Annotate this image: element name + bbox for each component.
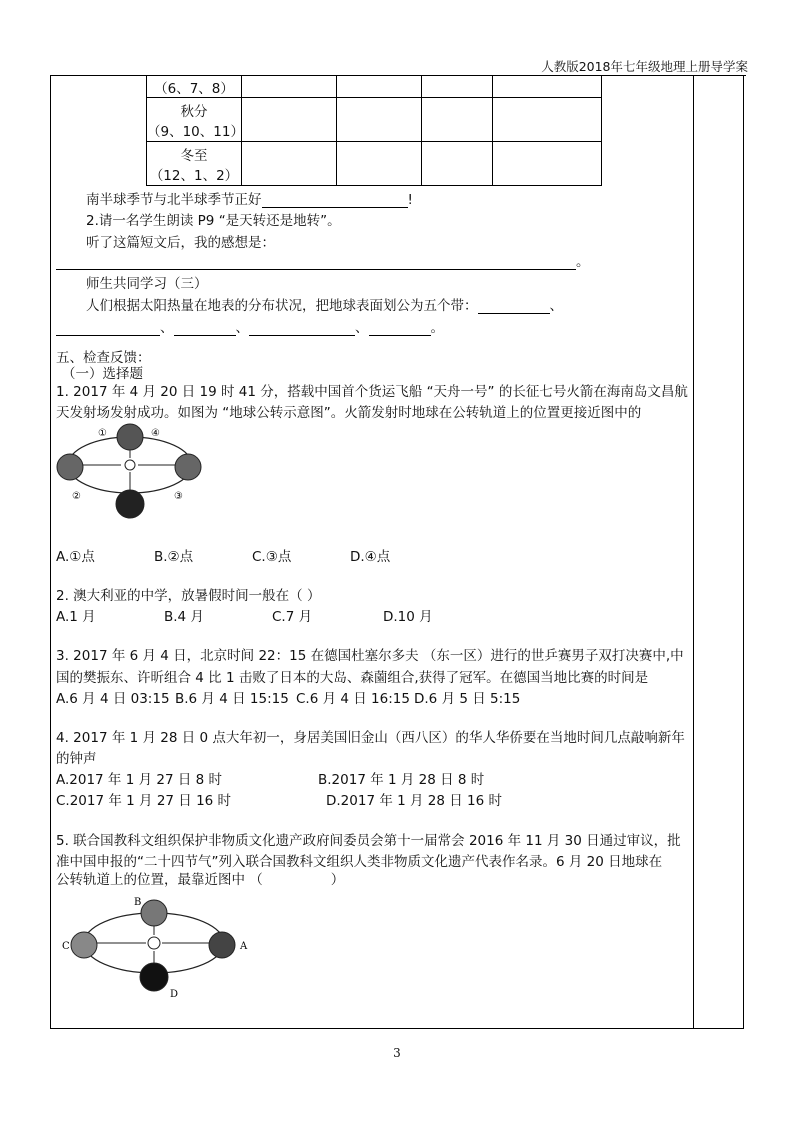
q2-stem: 2. 澳大利亚的中学，放暑假时间一般在（ ） [56,588,321,604]
q1-option-d[interactable]: D.④点 [350,549,391,565]
column-divider [743,75,744,1029]
table-cell [422,98,493,142]
q1-stem-line1: 1. 2017 年 4 月 20 日 19 时 41 分，搭载中国首个货运飞船 “天舟一号” 的长征七号火箭在海南岛文昌航 [56,384,688,400]
orbit-label: ③ [174,491,183,502]
orbit-label: D [170,989,179,1000]
earth-icon [116,490,144,518]
orbit-label: C [62,941,70,952]
orbit-label: A [240,941,248,952]
table-cell [337,76,422,98]
sun-icon [125,460,135,470]
earth-icon [57,454,83,480]
table-row [147,98,602,142]
zones-line: 人们根据太阳热量在地表的分布状况，把地球表面划公为五个带： 、 [86,298,563,314]
earth-icon [141,900,167,926]
sun-icon [148,937,160,949]
q1-option-a[interactable]: A.①点 [56,549,95,565]
table-row [147,76,602,98]
table-cell [493,142,602,186]
feel-answer-line: 。 [56,250,590,270]
table-cell [242,98,337,142]
q3-stem-line2: 国的樊振东、许昕组合 4 比 1 击败了日本的大岛、森薗组合,获得了冠军。在德国当地比赛的时间是 [56,670,649,686]
hemisphere-line: 南半球季节与北半球季节正好 ! [86,192,413,208]
answer-blank[interactable] [56,319,160,336]
season-table [146,75,602,186]
orbit-label: ④ [151,428,160,439]
orbit-label: ② [72,491,81,502]
table-cell [242,142,337,186]
q2-option-a[interactable]: A.1 月 [56,609,96,625]
answer-blank[interactable] [262,191,408,208]
table-cell [422,142,493,186]
answer-blank[interactable] [249,319,355,336]
table-cell: 冬至 （12、1、2） [147,142,242,186]
earth-icon [209,932,235,958]
table-cell [337,142,422,186]
earth-icon [140,963,168,991]
table-row [147,142,602,186]
answer-blank[interactable] [369,319,431,336]
answer-space[interactable] [263,872,331,888]
q5-stem-line3: 公转轨道上的位置，最靠近图中 （ ） [56,872,345,888]
q4-stem-line1: 4. 2017 年 1 月 28 日 0 点大年初一，身居美国旧金山（西八区）的华人华侨要在当地时间几点敲响新年 [56,730,685,746]
q2-option-d[interactable]: D.10 月 [383,609,433,625]
q2-option-c[interactable]: C.7 月 [272,609,313,625]
q3-stem-line1: 3. 2017 年 6 月 4 日，北京时间 22：15 在德国杜塞尔多夫 （东一区）进行的世乒赛男子双打决赛中,中 [56,648,684,664]
read-instruction: 2.请一名学生朗读 P9 “是天转还是地转”。 [86,213,341,229]
q3-option-b[interactable]: B.6 月 4 日 15:15 [175,691,289,707]
orbit-label: ① [98,428,107,439]
earth-icon [175,454,201,480]
earth-orbit-diagram-q5 [58,893,254,1003]
q5-stem-line2: 准中国申报的“二十四节气”列入联合国教科文组织人类非物质文化遗产代表作名录。6 月 20 日地球在 [56,854,663,870]
orbit-label: B [134,897,142,908]
q1-option-c[interactable]: C.③点 [252,549,292,565]
answer-blank[interactable] [56,253,576,270]
earth-icon [71,932,97,958]
q4-option-a[interactable]: A.2017 年 1 月 27 日 8 时 [56,772,223,788]
q3-option-c[interactable]: C.6 月 4 日 16:15 [296,691,410,707]
q3-option-d[interactable]: D.6 月 5 日 5:15 [414,691,521,707]
table-cell [337,98,422,142]
feel-prompt: 听了这篇短文后，我的感想是： [86,235,275,251]
q5-stem-line1: 5. 联合国教科文组织保护非物质文化遗产政府间委员会第十一届常会 2016 年 11 月 30 日通过审议，批 [56,833,681,849]
q1-option-b[interactable]: B.②点 [154,549,194,565]
earth-icon [117,424,143,450]
q1-stem-line2: 天发射场发射成功。如图为 “地球公转示意图”。火箭发射时地球在公转轨道上的位置更接近图中的 [56,405,642,421]
q4-option-c[interactable]: C.2017 年 1 月 27 日 16 时 [56,793,232,809]
table-cell [242,76,337,98]
earth-orbit-diagram-q1 [56,420,216,522]
q2-option-b[interactable]: B.4 月 [164,609,204,625]
answer-blank[interactable] [478,297,550,314]
table-cell: 秋分 （9、10、11） [147,98,242,142]
page-number: 3 [393,1046,401,1060]
q4-option-b[interactable]: B.2017 年 1 月 28 日 8 时 [318,772,485,788]
table-cell [493,76,602,98]
q4-option-d[interactable]: D.2017 年 1 月 28 日 16 时 [326,793,503,809]
table-cell [422,76,493,98]
q4-stem-line2: 的钟声 [56,751,97,767]
q3-option-a[interactable]: A.6 月 4 日 03:15 [56,691,170,707]
section5-title: 五、检查反馈： [56,350,151,366]
zones-line-2: 、 、 、 。 [56,316,444,336]
table-cell: （6、7、8） [147,76,242,98]
answer-blank[interactable] [174,319,236,336]
table-cell [493,98,602,142]
section5-subtitle: （一）选择题 [62,366,143,382]
study3-title: 师生共同学习（三） [86,276,208,292]
header-title: 人教版2018年七年级地理上册导学案 [541,59,748,74]
column-divider [693,75,694,1029]
